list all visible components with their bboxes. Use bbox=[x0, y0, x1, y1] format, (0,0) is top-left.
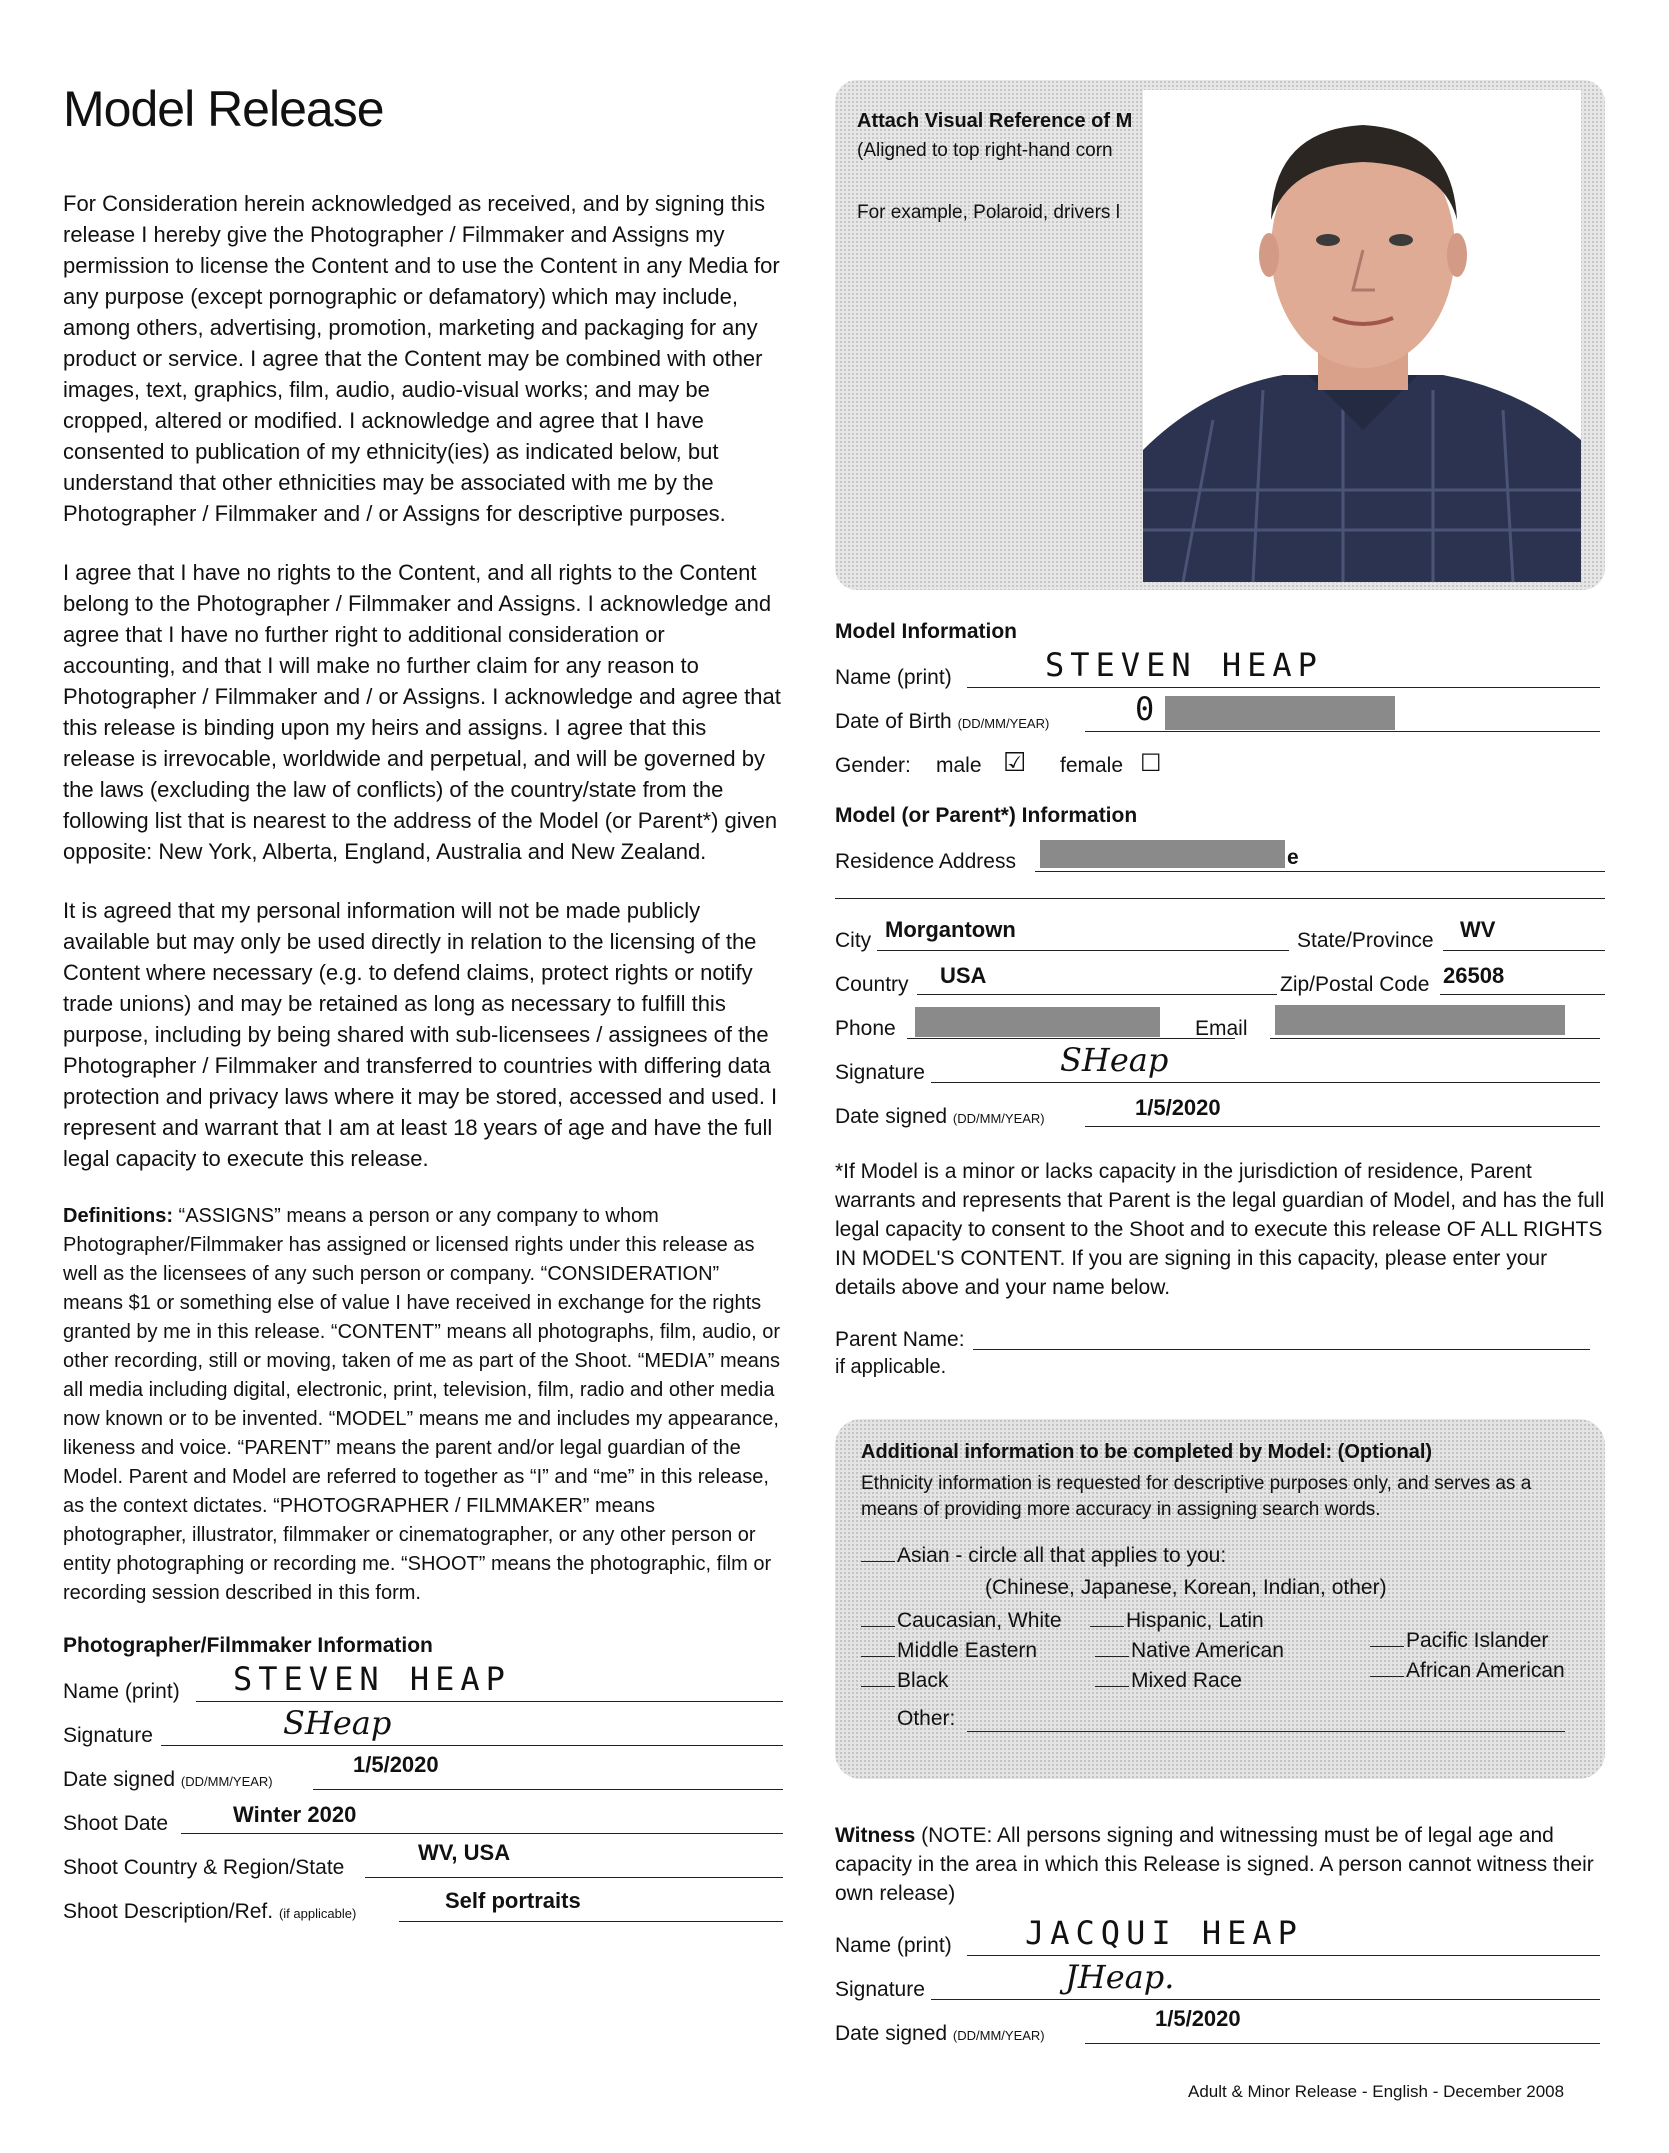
photographer-heading: Photographer/Filmmaker Information bbox=[63, 1634, 433, 1657]
ethnicity-middle-eastern[interactable]: Middle Eastern bbox=[861, 1639, 1037, 1663]
model-gender-field bbox=[835, 738, 1610, 782]
model-dob-label: Date of Birth (DD/MM/YEAR) bbox=[835, 710, 1050, 733]
parent-name-field[interactable] bbox=[835, 1326, 1610, 1356]
country-line bbox=[917, 994, 1277, 995]
shoot-date-field[interactable] bbox=[63, 1796, 783, 1840]
photographer-date-value: 1/5/2020 bbox=[353, 1752, 439, 1777]
model-info-heading: Model Information bbox=[835, 620, 1017, 643]
model-signature-label: Signature bbox=[835, 1061, 925, 1084]
phone-redaction bbox=[915, 1007, 1160, 1037]
ethnicity-black[interactable]: Black bbox=[861, 1669, 948, 1693]
model-date-value: 1/5/2020 bbox=[1135, 1095, 1221, 1120]
ethnicity-asian-list: (Chinese, Japanese, Korean, Indian, other) bbox=[985, 1576, 1387, 1599]
zip-line bbox=[1440, 994, 1605, 995]
phone-label: Phone bbox=[835, 1017, 896, 1040]
witness-signature-field[interactable] bbox=[835, 1958, 1610, 2006]
state-line bbox=[1443, 950, 1605, 951]
photographer-signature-value: SHeap bbox=[283, 1704, 392, 1742]
witness-date-label: Date signed (DD/MM/YEAR) bbox=[835, 2022, 1045, 2045]
witness-name-label: Name (print) bbox=[835, 1934, 952, 1957]
phone-line bbox=[907, 1038, 1235, 1039]
address-tail: e bbox=[1287, 846, 1299, 869]
model-date-line bbox=[1085, 1126, 1600, 1127]
city-state-field[interactable] bbox=[835, 913, 1610, 957]
witness-name-field[interactable] bbox=[835, 1914, 1610, 1962]
witness-signature-value: JHeap. bbox=[1065, 1958, 1175, 1996]
gender-male-checkbox[interactable]: ☑ bbox=[1003, 747, 1027, 777]
model-name-label: Name (print) bbox=[835, 666, 952, 689]
address-second-line bbox=[835, 898, 1605, 899]
model-portrait-photo bbox=[1143, 90, 1581, 582]
visual-reference-box bbox=[835, 80, 1605, 590]
state-value: WV bbox=[1460, 917, 1496, 942]
witness-signature-label: Signature bbox=[835, 1978, 925, 2001]
shoot-country-line bbox=[365, 1877, 783, 1878]
witness-date-field[interactable] bbox=[835, 2006, 1610, 2050]
parent-name-hint: if applicable. bbox=[835, 1356, 947, 1378]
country-zip-field[interactable] bbox=[835, 957, 1610, 1001]
model-name-value: STEVEN HEAP bbox=[1045, 646, 1323, 684]
shoot-description-line bbox=[399, 1921, 783, 1922]
visual-reference-heading: Attach Visual Reference of M bbox=[857, 110, 1133, 132]
email-redaction bbox=[1275, 1005, 1565, 1035]
witness-name-value: JACQUI HEAP bbox=[1025, 1914, 1303, 1952]
photographer-date-line bbox=[313, 1789, 783, 1790]
photographer-name-field[interactable] bbox=[63, 1660, 783, 1708]
gender-male-label: male bbox=[936, 754, 982, 777]
shoot-country-field[interactable] bbox=[63, 1840, 783, 1884]
parent-name-label: Parent Name: bbox=[835, 1328, 965, 1351]
visual-reference-example: For example, Polaroid, drivers l bbox=[857, 202, 1120, 223]
release-paragraph-3: It is agreed that my personal information will not be made publicly available but may only be used directly in relation to the licensing of the Content where necessary (e.g. to defend claims, protect rights or notify trade unions) and may be retained as long as necessary to fulfill this purpose, including by being shared with sub-licensees / assignees of the Photographer / Filmmaker and transferred to countries with differing data protection and privacy laws where it may be stored, accessed and used. I represent and warrant that I am at least 18 years of age and have the full legal capacity to execute this release. bbox=[63, 898, 778, 1171]
definitions-label: Definitions: bbox=[63, 1205, 173, 1227]
model-signature-field[interactable] bbox=[835, 1041, 1610, 1089]
residence-address-line bbox=[1035, 871, 1605, 872]
witness-note: Witness (NOTE: All persons signing and witnessing must be of legal age and capacity in the area in which this Release is signed. A person cannot witness their own release) bbox=[835, 1824, 1594, 1905]
photographer-name-value: STEVEN HEAP bbox=[233, 1660, 511, 1698]
additional-info-box bbox=[835, 1419, 1605, 1779]
photographer-date-field[interactable] bbox=[63, 1752, 783, 1796]
ethnicity-pacific-islander[interactable]: Pacific Islander bbox=[1370, 1629, 1548, 1653]
form-footer: Adult & Minor Release - English - December 2008 bbox=[1188, 2082, 1565, 2101]
country-label: Country bbox=[835, 973, 909, 996]
witness-signature-line bbox=[931, 1999, 1600, 2000]
shoot-date-label: Shoot Date bbox=[63, 1812, 169, 1835]
visual-reference-align: (Aligned to top right-hand corn bbox=[857, 140, 1113, 161]
model-dob-value: 0 bbox=[1135, 690, 1161, 728]
residence-address-field[interactable] bbox=[835, 834, 1610, 878]
city-line bbox=[877, 950, 1289, 951]
ethnicity-hispanic[interactable]: Hispanic, Latin bbox=[1090, 1609, 1264, 1633]
photographer-signature-line bbox=[161, 1745, 783, 1746]
gender-female-checkbox[interactable]: ☐ bbox=[1140, 750, 1162, 777]
parent-info-heading: Model (or Parent*) Information bbox=[835, 804, 1138, 827]
zip-value: 26508 bbox=[1443, 963, 1505, 988]
witness-heading: Witness bbox=[835, 1824, 916, 1847]
witness-date-line bbox=[1085, 2043, 1600, 2044]
address-redaction bbox=[1040, 840, 1285, 868]
dob-redaction bbox=[1165, 696, 1395, 730]
witness-name-line bbox=[967, 1955, 1600, 1956]
photographer-signature-field[interactable] bbox=[63, 1704, 783, 1752]
photographer-date-label: Date signed (DD/MM/YEAR) bbox=[63, 1768, 273, 1791]
page-title: Model Release bbox=[63, 81, 384, 137]
shoot-description-field[interactable] bbox=[63, 1884, 783, 1928]
model-date-label: Date signed (DD/MM/YEAR) bbox=[835, 1105, 1045, 1128]
ethnicity-other-label: Other: bbox=[897, 1707, 956, 1730]
additional-info-subtext: Ethnicity information is requested for descriptive purposes only, and serves as a means of providing more accuracy in assigning search words. bbox=[861, 1473, 1532, 1520]
model-dob-line bbox=[1085, 731, 1600, 732]
portrait-illustration bbox=[1143, 90, 1581, 582]
model-name-line bbox=[967, 687, 1600, 688]
photographer-name-line bbox=[196, 1701, 783, 1702]
ethnicity-other-line[interactable] bbox=[967, 1731, 1565, 1732]
definitions bbox=[63, 1202, 783, 1608]
city-label: City bbox=[835, 929, 872, 952]
parent-footnote: *If Model is a minor or lacks capacity in the jurisdiction of residence, Parent warrants and represents that Parent is the legal guardian of Model, and has the full legal capacity to consent to the Shoot and to execute this release OF ALL RIGHTS IN MODEL'S CONTENT. If you are signing in this capacity, please enter your details above and your name below. bbox=[835, 1160, 1605, 1299]
ethnicity-asian[interactable]: Asian - circle all that applies to you: bbox=[861, 1544, 1226, 1568]
release-paragraph-2: I agree that I have no rights to the Content, and all rights to the Content belong to the Photographer / Filmmaker and Assigns. I acknowledge and agree that I have no further right to additional consideration or accounting, and that I will make no further claim for any reason to Photographer / Filmmaker and / or Assigns. I acknowledge and agree that this release is binding upon my heirs and assigns. I agree that this release is irrevocable, worldwide and perpetual, and will be governed by the laws (excluding the law of conflicts) of the country/state from the following list that is nearest to the address of the Model (or Parent*) given opposite: New York, Alberta, England, Australia and New Zealand. bbox=[63, 560, 781, 864]
right-column bbox=[835, 80, 1610, 2050]
ethnicity-mixed-race[interactable]: Mixed Race bbox=[1095, 1669, 1242, 1693]
shoot-description-label: Shoot Description/Ref. (if applicable) bbox=[63, 1900, 357, 1923]
ethnicity-caucasian[interactable]: Caucasian, White bbox=[861, 1609, 1062, 1633]
gender-label: Gender: bbox=[835, 754, 911, 777]
zip-label: Zip/Postal Code bbox=[1280, 973, 1430, 996]
city-value: Morgantown bbox=[885, 917, 1016, 942]
definitions-text: “ASSIGNS” means a person or any company to whom Photographer/Filmmaker has assigned or licensed rights under this release as well as the licensees of any such person or company. “CONSIDERATION” means $1 or something else of value I have received in exchange for the rights granted by me in this release. “CONTENT” means all photographs, film, audio, or other recording, still or moving, taken of me as part of the Shoot. “MEDIA” means all media including digital, electronic, print, television, film, radio and other media now known or to be invented. “MODEL” means me and includes my appearance, likeness and voice. “PARENT” means the parent and/or legal guardian of the Model. Parent and Model are referred to together as “I” and “me” in this release, as the context dictates. “PHOTOGRAPHER / FILMMAKER” means photographer, illustrator, filmmaker or cinematographer, or any other person or entity photographing or recording me. “SHOOT” means the photographic, film or recording session described in this form. bbox=[63, 1205, 780, 1604]
email-label: Email bbox=[1195, 1017, 1248, 1040]
email-line bbox=[1270, 1038, 1600, 1039]
gender-female-label: female bbox=[1060, 754, 1124, 777]
phone-email-field[interactable] bbox=[835, 1001, 1610, 1045]
shoot-country-value: WV, USA bbox=[418, 1840, 511, 1865]
additional-info-heading: Additional information to be completed by Model: (Optional) bbox=[861, 1441, 1433, 1463]
model-dob-field[interactable] bbox=[835, 690, 1610, 738]
release-paragraph-1: For Consideration herein acknowledged as received, and by signing this release I hereby give the Photographer / Filmmaker and Assigns my permission to license the Content and to use the Content in any Media for any purpose (except pornographic or defamatory) which may include, among others, advertising, promotion, marketing and packaging for any product or service. I agree that the Content may be combined with other images, text, graphics, film, audio, audio-visual works; and may be cropped, altered or modified. I acknowledge and agree that I have consented to publication of my ethnicity(ies) as indicated below, but understand that other ethnicities may be associated with me by the Photographer / Filmmaker and / or Assigns for descriptive purposes. bbox=[63, 191, 780, 526]
photographer-signature-label: Signature bbox=[63, 1724, 153, 1747]
state-label: State/Province bbox=[1297, 929, 1434, 952]
ethnicity-african-american[interactable]: African American bbox=[1370, 1659, 1565, 1683]
shoot-date-line bbox=[181, 1833, 783, 1834]
model-signature-value: SHeap bbox=[1060, 1041, 1169, 1079]
country-value: USA bbox=[940, 963, 987, 988]
photographer-name-label: Name (print) bbox=[63, 1680, 180, 1703]
residence-address-label: Residence Address bbox=[835, 850, 1016, 873]
shoot-country-label: Shoot Country & Region/State bbox=[63, 1856, 345, 1879]
shoot-date-value: Winter 2020 bbox=[233, 1802, 357, 1827]
shoot-description-value: Self portraits bbox=[445, 1888, 581, 1913]
left-column bbox=[63, 80, 783, 1928]
ethnicity-native-american[interactable]: Native American bbox=[1095, 1639, 1284, 1663]
model-signature-line bbox=[931, 1082, 1600, 1083]
parent-name-line bbox=[973, 1349, 1590, 1350]
witness-date-value: 1/5/2020 bbox=[1155, 2006, 1241, 2031]
model-name-field[interactable] bbox=[835, 646, 1610, 694]
model-date-field[interactable] bbox=[835, 1089, 1610, 1133]
